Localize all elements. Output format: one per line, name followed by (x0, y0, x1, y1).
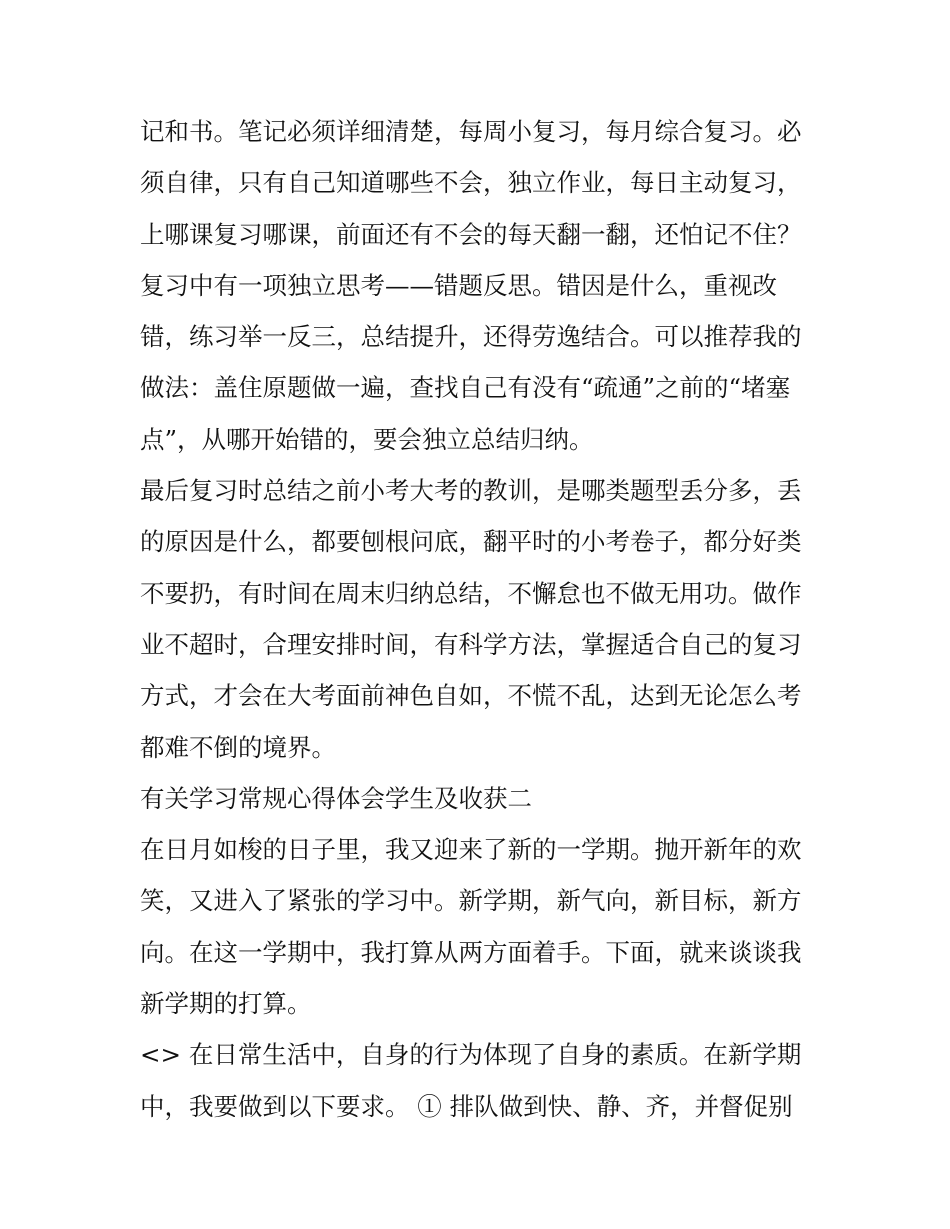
text-line: 须自律，只有自己知道哪些不会，独立作业，每日主动复习， (140, 168, 802, 198)
text-line: 在日月如梭的日子里，我又迎来了新的一学期。抛开新年的欢 (140, 835, 802, 865)
document-body (140, 106, 820, 1132)
text-line: 最后复习时总结之前小考大考的教训，是哪类题型丢分多，丢 (140, 476, 802, 506)
text-line: 错，练习举一反三，总结提升，还得劳逸结合。可以推荐我的 (140, 322, 802, 352)
text-line: 向。在这一学期中，我打算从两方面着手。下面，就来谈谈我 (140, 937, 802, 967)
text-line: 业不超时，合理安排时间，有科学方法，掌握适合自己的复习 (140, 629, 802, 659)
text-line: 笑，又进入了紧张的学习中。新学期，新气向，新目标，新方 (140, 886, 802, 916)
text-line: 不要扔，有时间在周末归纳总结，不懈怠也不做无用功。做作 (140, 578, 802, 608)
text-line: 点”，从哪开始错的，要会独立总结归纳。 (140, 424, 594, 454)
text-line: 中，我要做到以下要求。 ① 排队做到快、静、齐，并督促别 (140, 1091, 793, 1121)
text-line: 做法：盖住原题做一遍，查找自己有没有“疏通”之前的“堵塞 (140, 373, 791, 403)
text-line: 方式，才会在大考面前神色自如，不慌不乱，达到无论怎么考 (140, 681, 802, 711)
text-line: 记和书。笔记必须详细清楚，每周小复习，每月综合复习。必 (140, 117, 802, 146)
text-line: 都难不倒的境界。 (140, 732, 336, 762)
text-line: 新学期的打算。 (140, 989, 312, 1019)
text-line: <> 在日常生活中，自身的行为体现了自身的素质。在新学期 (140, 1040, 802, 1070)
text-line: 上哪课复习哪课，前面还有不会的每天翻一翻，还怕记不住？ (140, 219, 802, 249)
text-line: 复习中有一项独立思考——错题反思。错因是什么，重视改 (140, 270, 777, 300)
section-heading: 有关学习常规心得体会学生及收获二 (140, 783, 532, 813)
text-line: 的原因是什么，都要刨根问底，翻平时的小考卷子，都分好类 (140, 527, 802, 557)
